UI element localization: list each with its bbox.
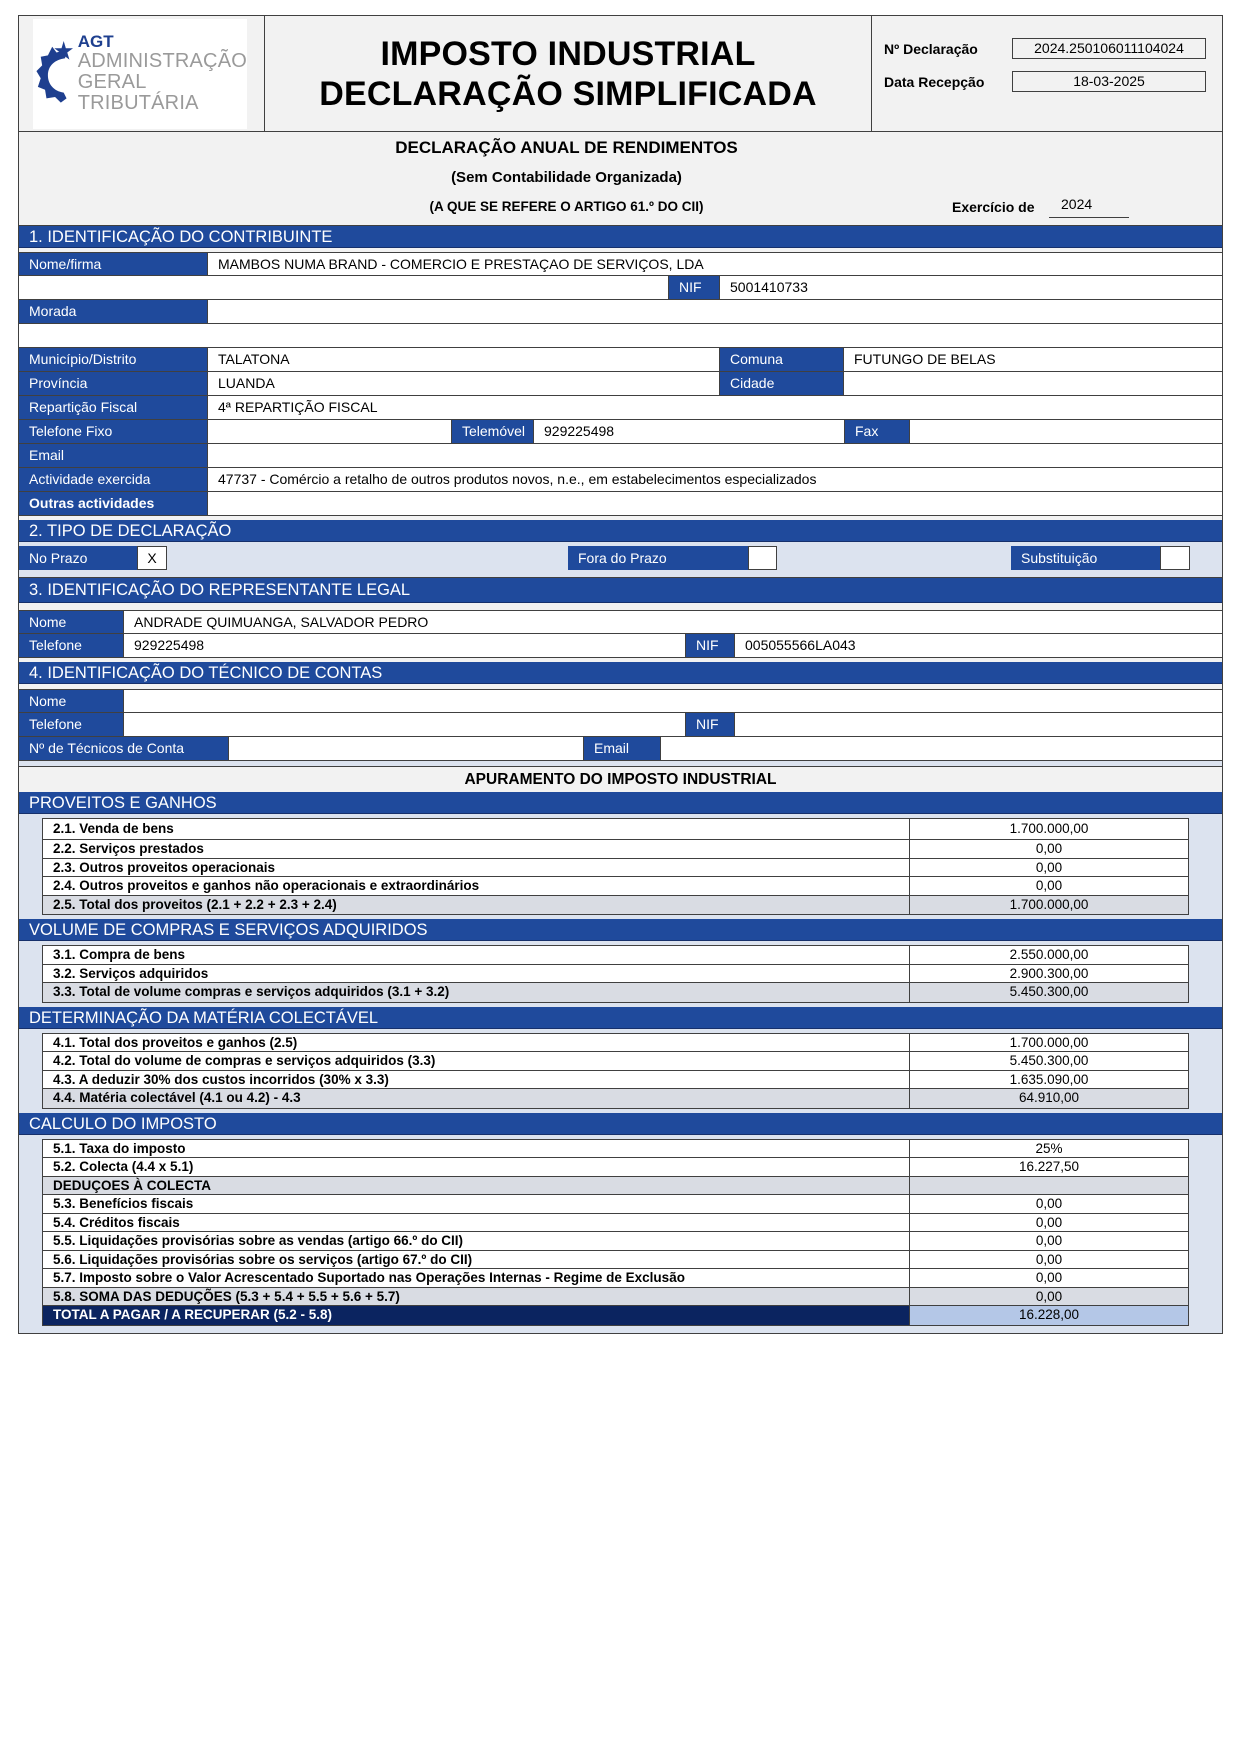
proveitos-header: PROVEITOS E GANHOS <box>19 792 1222 814</box>
table-row: 5.7. Imposto sobre o Valor Acrescentado Suportado nas Operações Internas - Regime de Exclusão 0,00 <box>43 1269 1188 1288</box>
tec-email-field[interactable] <box>661 737 1222 760</box>
recepcao-label: Data Recepção <box>884 73 985 90</box>
actividade-label: Actividade exercida <box>19 468 208 491</box>
compra-bens-value[interactable]: 2.550.000,00 <box>1009 947 1089 962</box>
table-row: 3.2. Serviços adquiridos 2.900.300,00 <box>43 965 1188 984</box>
table-row: 5.4. Créditos fiscais 0,00 <box>43 1214 1188 1233</box>
nome-firma-continuation <box>19 276 668 299</box>
cidade-label: Cidade <box>719 372 844 395</box>
telefone-fixo-field[interactable] <box>208 420 451 443</box>
num-tecnicos-field[interactable] <box>229 737 583 760</box>
table-row: 2.4. Outros proveitos e ganhos não operacionais e extraordinários 0,00 <box>43 877 1188 896</box>
proveitos-table <box>42 818 1189 915</box>
gear-star-logo-icon <box>35 26 74 122</box>
fax-label: Fax <box>844 420 910 443</box>
num-tecnicos-label: Nº de Técnicos de Conta <box>19 737 229 760</box>
table-row-total: 4.4. Matéria colectável (4.1 ou 4.2) - 4.3 64.910,00 <box>43 1089 1188 1108</box>
total-volume-compras-value: 5.450.300,00 <box>1009 1053 1089 1068</box>
materia-colectavel-value: 64.910,00 <box>1018 1090 1080 1105</box>
table-row: 4.2. Total do volume de compras e serviços adquiridos (3.3) 5.450.300,00 <box>43 1052 1188 1071</box>
section-1-header: 1. IDENTIFICAÇÃO DO CONTRIBUINTE <box>19 226 1222 248</box>
beneficios-fiscais-value[interactable]: 0,00 <box>1035 1196 1063 1211</box>
section-3-header: 3. IDENTIFICAÇÃO DO REPRESENTANTE LEGAL <box>19 578 1222 603</box>
telefone-fixo-label: Telefone Fixo <box>19 420 208 443</box>
comuna-field[interactable]: FUTUNGO DE BELAS <box>844 348 1222 371</box>
table-row: 5.3. Benefícios fiscais 0,00 <box>43 1195 1188 1214</box>
reparticao-field[interactable]: 4ª REPARTIÇÃO FISCAL <box>208 396 1222 419</box>
declaracao-label: Nº Declaração <box>884 40 978 57</box>
morada-continuation-field[interactable] <box>19 324 1222 347</box>
outros-proveitos-value[interactable]: 0,00 <box>1035 859 1063 875</box>
logo-line2: GERAL <box>77 70 147 93</box>
tec-nome-label: Nome <box>19 690 124 712</box>
email-label: Email <box>19 444 208 467</box>
tipo-declaracao-row <box>19 542 1222 578</box>
compras-block <box>19 941 1222 1007</box>
representante-grid <box>19 610 1222 658</box>
reparticao-label: Repartição Fiscal <box>19 396 208 419</box>
compras-table <box>42 945 1189 1003</box>
form-title <box>265 16 872 131</box>
form-header <box>19 16 1222 132</box>
cidade-field[interactable] <box>844 372 1222 395</box>
colecta-value: 16.227,50 <box>1018 1159 1080 1174</box>
rep-nome-label: Nome <box>19 611 124 633</box>
contribuinte-grid <box>19 252 1222 516</box>
section-4-header: 4. IDENTIFICAÇÃO DO TÉCNICO DE CONTAS <box>19 662 1222 684</box>
servicos-prestados-value[interactable]: 0,00 <box>1035 841 1063 856</box>
nif-field[interactable]: 5001410733 <box>720 276 1222 299</box>
table-row: 3.1. Compra de bens 2.550.000,00 <box>43 946 1188 965</box>
tec-telefone-label: Telefone <box>19 713 124 736</box>
table-row-total: 2.5. Total dos proveitos (2.1 + 2.2 + 2.3 + 2.4) 1.700.000,00 <box>43 896 1188 915</box>
nome-firma-field[interactable]: MAMBOS NUMA BRAND - COMERCIO E PRESTAÇAO DE SERVIÇOS, LDA <box>208 253 1222 275</box>
total-a-pagar-row: TOTAL A PAGAR / A RECUPERAR (5.2 - 5.8) 16.228,00 <box>43 1306 1188 1325</box>
table-row: 5.5. Liquidações provisórias sobre as vendas (artigo 66.º do CII) 0,00 <box>43 1232 1188 1251</box>
logo-cell <box>19 16 265 131</box>
table-row: 4.1. Total dos proveitos e ganhos (2.5) 1.700.000,00 <box>43 1034 1188 1053</box>
outras-actividades-field[interactable] <box>208 492 1222 515</box>
venda-bens-value[interactable]: 1.700.000,00 <box>1009 821 1089 836</box>
materia-table <box>42 1033 1189 1109</box>
declaration-meta <box>872 16 1222 131</box>
tec-email-label: Email <box>583 737 661 760</box>
provincia-label: Província <box>19 372 208 395</box>
declaracao-number-field[interactable]: 2024.250106011104024 <box>1012 38 1206 59</box>
provincia-field[interactable]: LUANDA <box>208 372 719 395</box>
logo-acronym: AGT <box>77 32 114 52</box>
deducoes-subheader: DEDUÇOES À COLECTA <box>43 1177 1188 1196</box>
table-row: 2.1. Venda de bens 1.700.000,00 <box>43 819 1188 840</box>
comuna-label: Comuna <box>719 348 844 371</box>
fax-field[interactable] <box>910 420 1222 443</box>
title-line1: IMPOSTO INDUSTRIAL <box>380 34 756 73</box>
agt-logo <box>33 19 247 129</box>
title-line2: DECLARAÇÃO SIMPLIFICADA <box>319 74 817 113</box>
morada-field[interactable] <box>208 300 1222 323</box>
total-proveitos-ganhos-value: 1.700.000,00 <box>1009 1034 1089 1050</box>
materia-block <box>19 1029 1222 1113</box>
table-row: 2.3. Outros proveitos operacionais 0,00 <box>43 859 1188 878</box>
liquidacoes-servicos-value[interactable]: 0,00 <box>1035 1251 1063 1267</box>
logo-line3: TRIBUTÁRIA <box>77 91 199 114</box>
telemovel-field[interactable]: 929225498 <box>534 420 844 443</box>
section-2-header: 2. TIPO DE DECLARAÇÃO <box>19 520 1222 542</box>
substituicao-checkbox[interactable] <box>1160 546 1190 570</box>
tec-nif-field[interactable] <box>735 713 1222 736</box>
rep-nif-label: NIF <box>685 634 735 657</box>
total-a-pagar-value: 16.228,00 <box>910 1306 1188 1325</box>
subtitle-line3: (A QUE SE REFERE O ARTIGO 61.º DO CII) <box>429 199 704 214</box>
logo-line1: ADMINISTRAÇÃO <box>77 49 247 72</box>
iva-suportado-value[interactable]: 0,00 <box>1035 1270 1063 1285</box>
table-row: 2.2. Serviços prestados 0,00 <box>43 840 1188 859</box>
fora-do-prazo-checkbox[interactable] <box>748 546 777 570</box>
taxa-imposto-value: 25% <box>1035 1140 1063 1156</box>
calculo-table <box>42 1139 1189 1326</box>
calculo-header: CALCULO DO IMPOSTO <box>19 1113 1222 1135</box>
table-row: 5.6. Liquidações provisórias sobre os serviços (artigo 67.º do CII) 0,00 <box>43 1251 1188 1270</box>
table-row-total: 3.3. Total de volume compras e serviços adquiridos (3.1 + 3.2) 5.450.300,00 <box>43 983 1188 1002</box>
table-row: 5.2. Colecta (4.4 x 5.1) 16.227,50 <box>43 1158 1188 1177</box>
no-prazo-checkbox[interactable]: X <box>137 546 167 570</box>
substituicao-label: Substituição <box>1011 546 1160 570</box>
liquidacoes-vendas-value[interactable]: 0,00 <box>1035 1233 1063 1248</box>
subtitle-line1: DECLARAÇÃO ANUAL DE RENDIMENTOS <box>395 138 738 157</box>
proveitos-extra-value[interactable]: 0,00 <box>1035 878 1063 893</box>
morada-label: Morada <box>19 300 208 323</box>
tec-nif-label: NIF <box>685 713 735 736</box>
table-row-total: 5.8. SOMA DAS DEDUÇÕES (5.3 + 5.4 + 5.5 + 5.6 + 5.7) 0,00 <box>43 1288 1188 1307</box>
servicos-adquiridos-value[interactable]: 2.900.300,00 <box>1009 965 1089 981</box>
rep-telefone-label: Telefone <box>19 634 124 657</box>
exercicio-label: Exercício de <box>952 199 1035 215</box>
table-row: 5.1. Taxa do imposto 25% <box>43 1140 1188 1159</box>
table-row: 4.3. A deduzir 30% dos custos incorridos (30% x 3.3) 1.635.090,00 <box>43 1071 1188 1090</box>
rep-nome-field[interactable]: ANDRADE QUIMUANGA, SALVADOR PEDRO <box>124 611 1222 633</box>
tec-nome-field[interactable] <box>124 690 1222 712</box>
calculo-block <box>19 1135 1222 1333</box>
form-subtitle <box>19 132 1222 226</box>
materia-header: DETERMINAÇÃO DA MATÉRIA COLECTÁVEL <box>19 1007 1222 1029</box>
email-field[interactable] <box>208 444 1222 467</box>
nif-label: NIF <box>668 276 720 299</box>
outras-actividades-label: Outras actividades <box>19 492 208 515</box>
fora-do-prazo-label: Fora do Prazo <box>568 546 748 570</box>
nome-firma-label: Nome/firma <box>19 253 208 275</box>
proveitos-block <box>19 814 1222 919</box>
no-prazo-label: No Prazo <box>19 546 137 570</box>
tec-telefone-field[interactable] <box>124 713 685 736</box>
municipio-field[interactable]: TALATONA <box>208 348 719 371</box>
rep-telefone-field[interactable]: 929225498 <box>124 634 685 657</box>
total-compras-value: 5.450.300,00 <box>1009 984 1089 999</box>
rep-nif-field[interactable]: 005055566LA043 <box>735 634 1222 657</box>
municipio-label: Município/Distrito <box>19 348 208 371</box>
tecnico-grid <box>19 689 1222 761</box>
exercicio-field[interactable]: 2024 <box>1049 196 1129 218</box>
total-proveitos-value: 1.700.000,00 <box>1009 896 1089 912</box>
recepcao-date-field[interactable]: 18-03-2025 <box>1012 71 1206 92</box>
subtitle-line2: (Sem Contabilidade Organizada) <box>451 169 682 186</box>
soma-deducoes-value: 0,00 <box>1035 1288 1063 1304</box>
actividade-field[interactable]: 47737 - Comércio a retalho de outros produtos novos, n.e., em estabelecimentos especializados <box>208 468 1222 491</box>
compras-header: VOLUME DE COMPRAS E SERVIÇOS ADQUIRIDOS <box>19 919 1222 941</box>
telemovel-label: Telemóvel <box>451 420 534 443</box>
creditos-fiscais-value[interactable]: 0,00 <box>1035 1214 1063 1230</box>
deduzir-custos-value: 1.635.090,00 <box>1009 1071 1089 1087</box>
declaration-form <box>18 15 1223 1334</box>
apuramento-title: APURAMENTO DO IMPOSTO INDUSTRIAL <box>19 766 1222 792</box>
